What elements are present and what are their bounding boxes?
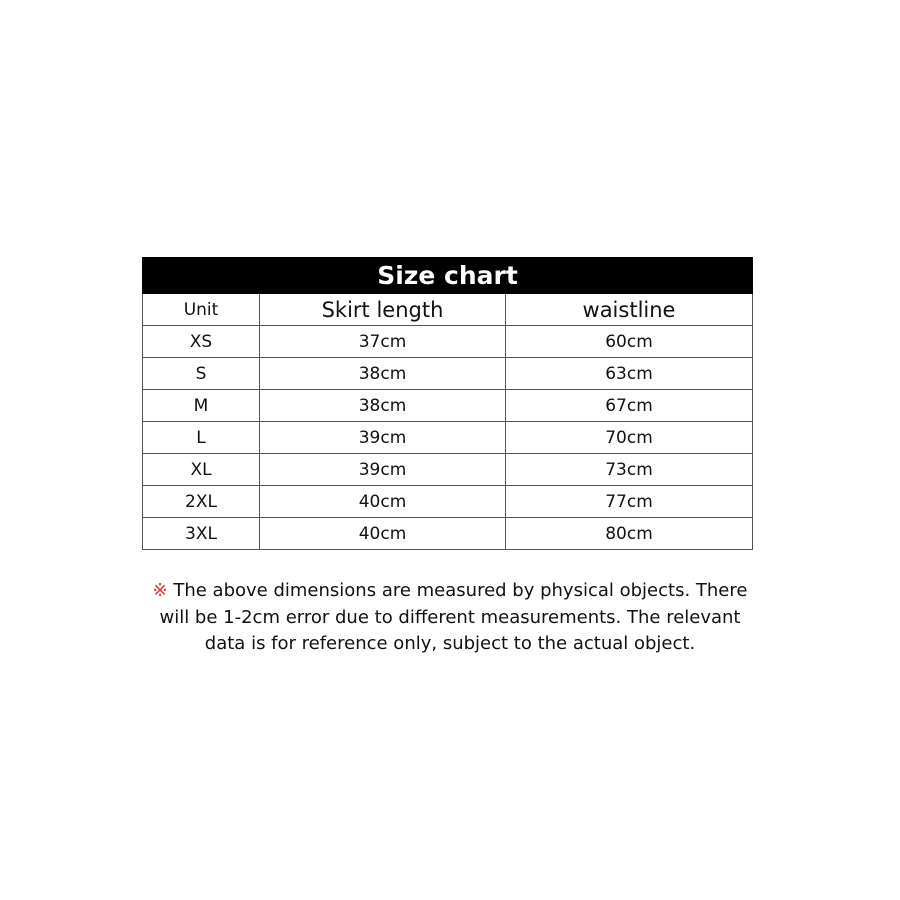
note-line-3: data is for reference only, subject to the actual object. — [204, 633, 696, 654]
column-header-skirt-length: Skirt length — [260, 294, 506, 326]
waistline-cell: 70cm — [506, 422, 753, 454]
note-line-2: will be 1-2cm error due to different measurements. The relevant — [159, 606, 741, 628]
waistline-cell: 80cm — [506, 518, 753, 550]
size-cell: XS — [143, 326, 260, 358]
table-title: Size chart — [143, 258, 753, 294]
table-row — [143, 326, 753, 358]
skirt-length-cell: 37cm — [260, 326, 506, 358]
size-cell: XL — [143, 454, 260, 486]
column-header-waistline: waistline — [506, 294, 753, 326]
skirt-length-cell: 38cm — [260, 390, 506, 422]
size-cell: 2XL — [143, 486, 260, 518]
size-chart-table — [142, 257, 753, 550]
note-line-1: The above dimensions are measured by physical objects. There — [173, 580, 748, 601]
skirt-length-cell: 40cm — [260, 486, 506, 518]
table-row — [143, 390, 753, 422]
size-cell: 3XL — [143, 518, 260, 550]
waistline-cell: 67cm — [506, 390, 753, 422]
waistline-cell: 60cm — [506, 326, 753, 358]
table-row — [143, 358, 753, 390]
skirt-length-cell: 40cm — [260, 518, 506, 550]
skirt-length-cell: 38cm — [260, 358, 506, 390]
waistline-cell: 77cm — [506, 486, 753, 518]
waistline-cell: 73cm — [506, 454, 753, 486]
table-row — [143, 486, 753, 518]
table-row — [143, 518, 753, 550]
skirt-length-cell: 39cm — [260, 422, 506, 454]
size-cell: M — [143, 390, 260, 422]
waistline-cell: 63cm — [506, 358, 753, 390]
reference-mark-icon: ※ — [152, 580, 168, 601]
size-cell: S — [143, 358, 260, 390]
column-header-unit: Unit — [143, 294, 260, 326]
table-row — [143, 422, 753, 454]
skirt-length-cell: 39cm — [260, 454, 506, 486]
size-cell: L — [143, 422, 260, 454]
table-row — [143, 454, 753, 486]
measurement-note — [140, 578, 760, 658]
